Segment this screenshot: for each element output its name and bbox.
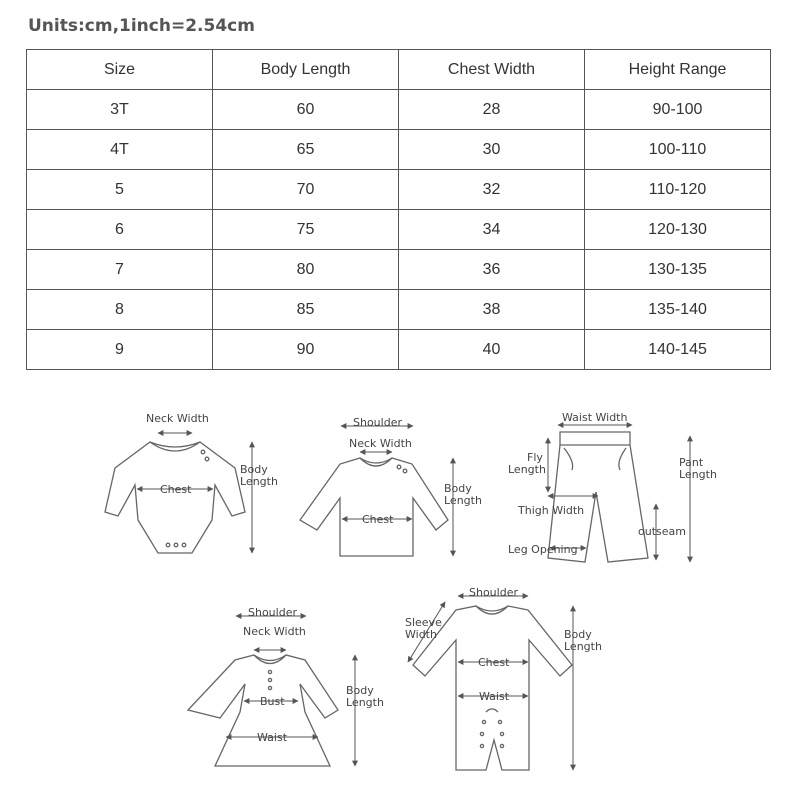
label-neck-width: Neck Width	[146, 412, 209, 425]
cell-size: 8	[27, 290, 213, 330]
cell-size: 3T	[27, 90, 213, 130]
label-shoulder: Shoulder	[248, 606, 297, 619]
romper-diagram	[405, 586, 602, 770]
cell-size: 7	[27, 250, 213, 290]
header-body-length: Body Length	[213, 50, 399, 90]
label-chest: Chest	[160, 483, 192, 496]
label-pant: Pant	[679, 456, 704, 469]
label-body: Body	[444, 482, 472, 495]
table-header-row	[27, 50, 771, 90]
cell-body-length: 60	[213, 90, 399, 130]
cell-chest-width: 30	[399, 130, 585, 170]
label-body: Body	[240, 463, 268, 476]
cell-body-length: 90	[213, 330, 399, 370]
label-length: Length	[240, 475, 278, 488]
measurement-diagrams	[0, 380, 800, 800]
label-body: Body	[564, 628, 592, 641]
label-leg-opening: Leg Opening	[508, 543, 578, 556]
cell-chest-width: 34	[399, 210, 585, 250]
cell-chest-width: 36	[399, 250, 585, 290]
label-waist-width: Waist Width	[562, 411, 628, 424]
header-size: Size	[27, 50, 213, 90]
label-length: Length	[444, 494, 482, 507]
sweater-diagram	[300, 416, 482, 556]
cell-height-range: 140-145	[585, 330, 771, 370]
dress-outline	[188, 655, 338, 766]
cell-body-length: 70	[213, 170, 399, 210]
table-row	[27, 130, 771, 170]
table-row	[27, 170, 771, 210]
label-outseam: outseam	[638, 525, 686, 538]
cell-size: 6	[27, 210, 213, 250]
label-length: Length	[564, 640, 602, 653]
label-neck-width: Neck Width	[243, 625, 306, 638]
label-fly: Fly	[527, 451, 543, 464]
label-pant-length: Length	[679, 468, 717, 481]
cell-height-range: 90-100	[585, 90, 771, 130]
bodysuit-diagram	[105, 412, 278, 553]
label-neck-width: Neck Width	[349, 437, 412, 450]
label-fly-length: Length	[508, 463, 546, 476]
cell-height-range: 120-130	[585, 210, 771, 250]
cell-body-length: 80	[213, 250, 399, 290]
label-chest: Chest	[478, 656, 510, 669]
table-row	[27, 210, 771, 250]
cell-size: 5	[27, 170, 213, 210]
cell-chest-width: 40	[399, 330, 585, 370]
bodysuit-outline	[105, 442, 245, 553]
pants-diagram	[508, 411, 717, 562]
cell-body-length: 65	[213, 130, 399, 170]
label-sleeve-width: Width	[405, 628, 437, 641]
dress-diagram	[188, 606, 384, 766]
size-chart-table	[26, 49, 771, 370]
table-row	[27, 290, 771, 330]
label-thigh-width: Thigh Width	[518, 504, 585, 517]
label-bust: Bust	[260, 695, 285, 708]
cell-body-length: 85	[213, 290, 399, 330]
cell-size: 4T	[27, 130, 213, 170]
label-shoulder: Shoulder	[353, 416, 402, 429]
cell-chest-width: 28	[399, 90, 585, 130]
label-sleeve: Sleeve	[405, 616, 442, 629]
cell-height-range: 100-110	[585, 130, 771, 170]
label-length: Length	[346, 696, 384, 709]
label-chest: Chest	[362, 513, 394, 526]
header-chest-width: Chest Width	[399, 50, 585, 90]
cell-body-length: 75	[213, 210, 399, 250]
cell-height-range: 130-135	[585, 250, 771, 290]
cell-size: 9	[27, 330, 213, 370]
table-row	[27, 330, 771, 370]
cell-chest-width: 38	[399, 290, 585, 330]
label-waist: Waist	[479, 690, 510, 703]
label-waist: Waist	[257, 731, 288, 744]
table-row	[27, 250, 771, 290]
label-body: Body	[346, 684, 374, 697]
table-row	[27, 90, 771, 130]
label-shoulder: Shoulder	[469, 586, 518, 599]
units-note: Units:cm,1inch=2.54cm	[28, 16, 255, 36]
cell-height-range: 110-120	[585, 170, 771, 210]
cell-chest-width: 32	[399, 170, 585, 210]
cell-height-range: 135-140	[585, 290, 771, 330]
sweater-outline	[300, 458, 448, 556]
header-height-range: Height Range	[585, 50, 771, 90]
